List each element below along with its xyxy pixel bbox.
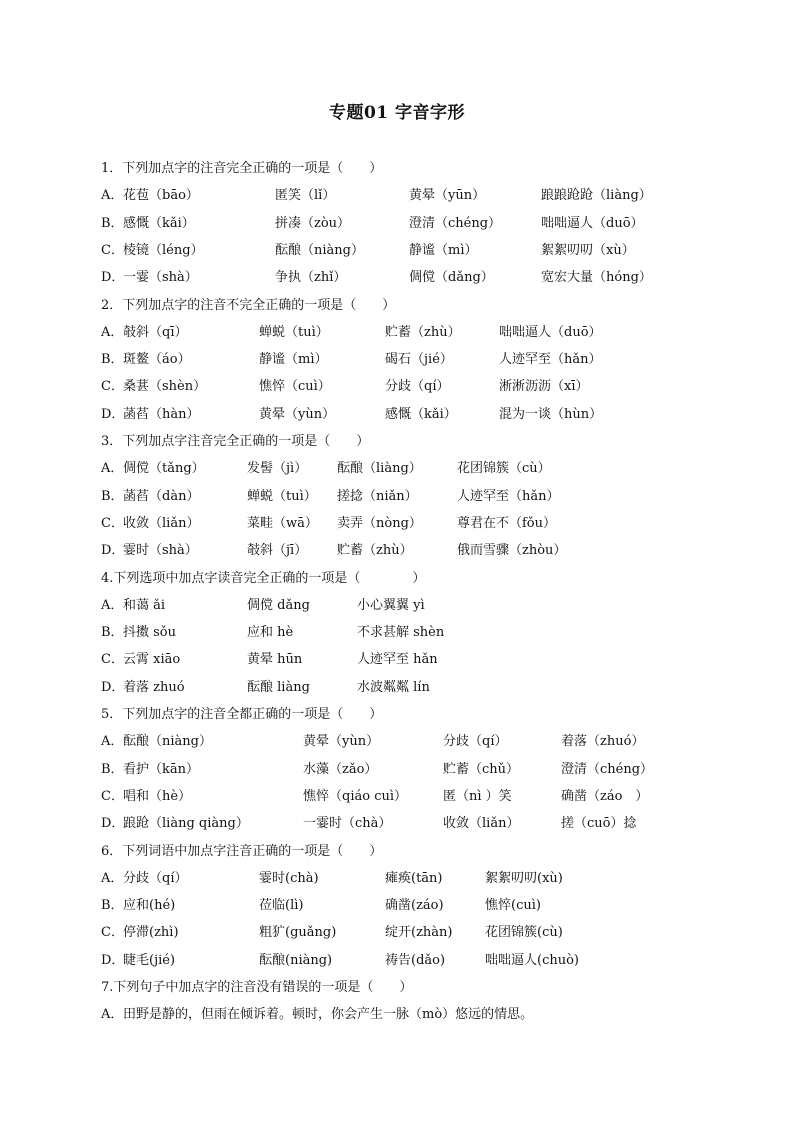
option-label: C．	[101, 652, 124, 668]
option-item: 拼凑（zòu）	[275, 215, 351, 231]
option-item: 搓（cuō）捻	[561, 816, 637, 832]
option-item: 分歧（qí）	[443, 734, 508, 750]
option-item: 水波粼粼 lín	[357, 679, 430, 695]
option-item: 田野是静的，但雨在倾诉着。顿时，你会产生一脉（mò）悠远的情思。	[123, 1007, 534, 1023]
question-stem: 1．下列加点字的注音完全正确的一项是（ ）	[101, 161, 383, 176]
option-item: 人迹罕至（hǎn）	[499, 352, 602, 368]
option-item: 绽开(zhàn)	[385, 925, 453, 941]
option-row	[101, 895, 701, 917]
question-stem: 5．下列加点字的注音全都正确的一项是（ ）	[101, 707, 383, 722]
option-row	[101, 950, 701, 972]
option-item: 霎时(chà)	[259, 870, 319, 886]
option-item: 澄清（chéng）	[409, 215, 502, 231]
option-item: 和蔼 ǎi	[123, 597, 166, 613]
option-item: 倜傥（tǎng）	[123, 461, 205, 477]
option-item: 倜傥（dǎng）	[409, 270, 494, 286]
option-row	[101, 322, 701, 344]
option-item: 宽宏大量（hóng）	[541, 270, 652, 286]
option-item: 人迹罕至 hǎn	[357, 652, 438, 668]
option-row	[101, 649, 701, 671]
option-item: 莅临(lì)	[259, 898, 304, 914]
option-item: 一霎时（chà）	[303, 816, 392, 832]
option-item: 一霎（shà）	[123, 270, 198, 286]
option-item: 俄而雪骤（zhòu）	[457, 543, 567, 559]
option-row	[101, 786, 701, 808]
option-row	[101, 185, 701, 207]
option-row	[101, 458, 701, 480]
option-item: 混为一谈（hùn）	[499, 406, 603, 422]
option-item: 踉踉跄跄（liàng）	[541, 188, 652, 204]
option-item: 分歧（qí）	[123, 870, 188, 886]
option-item: 桑葚（shèn）	[123, 379, 207, 395]
option-item: 酝酿(niàng)	[259, 952, 333, 968]
option-item: 黄晕 hūn	[247, 652, 303, 668]
option-item: 憔悴(cuì)	[485, 898, 541, 914]
option-label: A．	[101, 1007, 124, 1023]
option-item: 蝉蜕（tuì）	[247, 488, 317, 504]
option-label: B．	[101, 488, 124, 504]
option-item: 小心翼翼 yì	[357, 597, 425, 613]
option-item: 咄咄逼人（duō）	[541, 215, 644, 231]
option-row	[101, 1004, 701, 1026]
option-item: 感慨（kǎi）	[385, 406, 457, 422]
option-item: 霎时（shà）	[123, 543, 198, 559]
question-stem: 2．下列加点字的注音不完全正确的一项是（ ）	[101, 297, 396, 313]
option-label: B．	[101, 215, 124, 231]
option-label: B．	[101, 625, 124, 641]
option-item: 匿笑（lǐ）	[275, 188, 336, 204]
option-item: 棱镜（léng）	[123, 242, 204, 258]
option-item: 发髻（jì）	[247, 461, 308, 477]
option-row	[101, 213, 701, 235]
option-item: 感慨（kǎi）	[123, 215, 195, 231]
option-item: 水藻（zǎo）	[303, 761, 378, 777]
option-label: D．	[101, 952, 125, 968]
option-item: 絮絮叨叨(xù)	[485, 870, 563, 886]
option-item: 斑鳌（áo）	[123, 352, 191, 368]
option-item: 卖弄（nòng）	[337, 515, 422, 531]
option-label: A．	[101, 461, 124, 477]
option-item: 憔悴（cuì）	[259, 379, 331, 395]
option-label: D．	[101, 816, 125, 832]
option-item: 花苞（bāo）	[123, 188, 199, 204]
option-label: C．	[101, 788, 124, 804]
option-row	[101, 349, 701, 371]
option-label: A．	[101, 734, 124, 750]
option-item: 黄晕（yùn）	[303, 734, 380, 750]
question-stem: 4.下列选项中加点字读音完全正确的一项是（ ）	[101, 570, 426, 586]
option-item: 确凿（záo ）	[561, 788, 649, 804]
option-label: B．	[101, 898, 124, 914]
option-item: 搓捻（niǎn）	[337, 488, 418, 504]
option-item: 蝉蜕（tuì）	[259, 324, 329, 340]
option-item: 攲斜（jī）	[247, 543, 308, 559]
option-item: 贮蓄（zhù）	[337, 543, 413, 559]
option-item: 分歧（qí）	[385, 379, 450, 395]
option-row	[101, 677, 701, 699]
option-item: 瘫痪(tān)	[385, 870, 443, 886]
option-label: D．	[101, 679, 125, 695]
option-item: 应和 hè	[247, 625, 294, 641]
option-item: 憔悴（qiáo cuì）	[303, 788, 408, 804]
option-item: 酝酿（liàng）	[337, 461, 422, 477]
document-title: 专题01 字音字形	[328, 103, 466, 123]
option-label: A．	[101, 188, 124, 204]
option-item: 睫毛(jié)	[123, 952, 176, 968]
option-item: 贮蓄（zhù）	[385, 324, 461, 340]
option-row	[101, 513, 701, 535]
option-item: 菡萏（dàn）	[123, 488, 200, 504]
question-stem: 6．下列词语中加点字注音正确的一项是（ ）	[101, 843, 383, 859]
question-stem: 7.下列句子中加点字的注音没有错误的一项是（ ）	[101, 980, 413, 995]
option-item: 黄晕（yūn）	[409, 188, 486, 204]
option-item: 祷告(dǎo)	[385, 952, 446, 968]
option-item: 人迹罕至（hǎn）	[457, 488, 560, 504]
option-row	[101, 595, 701, 617]
option-label: A．	[101, 870, 124, 886]
option-item: 静谧（mì）	[259, 352, 328, 368]
option-item: 酝酿 liàng	[247, 679, 310, 695]
option-label: A．	[101, 324, 124, 340]
option-item: 咄咄逼人(chuò)	[485, 952, 579, 968]
option-item: 黄晕（yùn）	[259, 406, 336, 422]
option-item: 不求甚解 shèn	[357, 625, 445, 641]
option-row	[101, 622, 701, 644]
option-row	[101, 813, 701, 835]
option-label: D．	[101, 270, 125, 286]
option-item: 酝酿（niàng）	[275, 242, 364, 258]
option-item: 停滞(zhì)	[123, 925, 179, 941]
option-label: D．	[101, 543, 125, 559]
option-item: 争执（zhǐ）	[275, 270, 347, 286]
option-item: 咄咄逼人（duō）	[499, 324, 602, 340]
option-row	[101, 486, 701, 508]
option-row	[101, 267, 701, 289]
option-item: 倜傥 dǎng	[247, 597, 310, 613]
option-label: C．	[101, 242, 124, 258]
option-item: 粗犷(guǎng)	[259, 925, 337, 941]
option-row	[101, 868, 701, 890]
option-item: 抖擞 sǒu	[123, 625, 177, 641]
option-item: 尊君在不（fǒu）	[457, 515, 557, 531]
option-item: 澄清（chéng）	[561, 761, 654, 777]
option-row	[101, 376, 701, 398]
option-item: 踉跄（liàng qiàng）	[123, 816, 249, 832]
option-item: 淅淅沥沥（xī）	[499, 379, 589, 395]
option-row	[101, 922, 701, 944]
option-label: C．	[101, 925, 124, 941]
option-row	[101, 404, 701, 426]
option-row	[101, 731, 701, 753]
option-label: C．	[101, 379, 124, 395]
option-item: 静谧（mì）	[409, 242, 478, 258]
option-item: 菜畦（wā）	[247, 515, 318, 531]
option-row	[101, 540, 701, 562]
option-item: 匿（nì ）笑	[443, 788, 512, 804]
option-item: 贮蓄（chǔ）	[443, 761, 520, 777]
option-label: C．	[101, 515, 124, 531]
option-row	[101, 759, 701, 781]
option-item: 着落（zhuó）	[561, 734, 645, 750]
option-item: 酝酿（niàng）	[123, 734, 212, 750]
question-stem: 3．下列加点字注音完全正确的一项是（ ）	[101, 434, 370, 449]
option-item: 确凿(záo)	[385, 898, 444, 914]
option-item: 菡萏（hàn）	[123, 406, 200, 422]
option-item: 絮絮叨叨（xù）	[541, 242, 635, 258]
option-item: 攲斜（qī）	[123, 324, 188, 340]
option-label: D．	[101, 406, 125, 422]
option-item: 应和(hé)	[123, 898, 176, 914]
option-item: 花团锦簇（cù）	[457, 461, 551, 477]
option-label: B．	[101, 761, 124, 777]
option-label: B．	[101, 352, 124, 368]
option-item: 花团锦簇(cù)	[485, 925, 563, 941]
option-item: 云霄 xiāo	[123, 652, 181, 668]
option-item: 收敛（liǎn）	[123, 515, 200, 531]
option-item: 着落 zhuó	[123, 679, 185, 695]
option-label: A．	[101, 597, 124, 613]
option-item: 唱和（hè）	[123, 788, 192, 804]
option-item: 碣石（jié）	[385, 352, 453, 368]
option-row	[101, 240, 701, 262]
option-item: 看护（kān）	[123, 761, 200, 777]
option-item: 收敛（liǎn）	[443, 816, 520, 832]
